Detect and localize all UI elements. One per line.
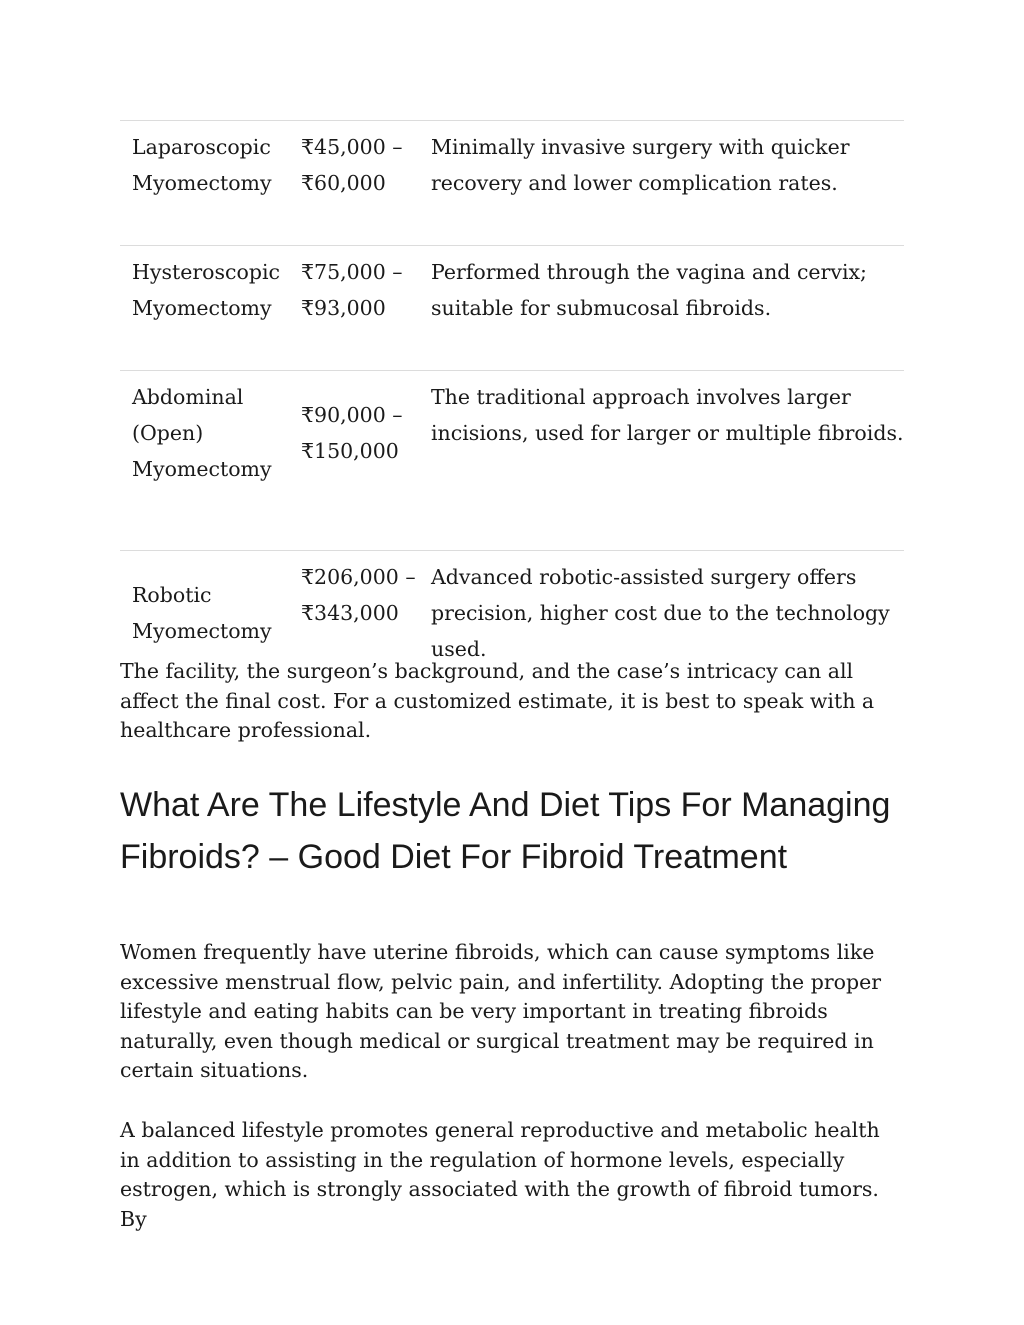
cost-cell <box>301 121 431 246</box>
cost-note-paragraph: The facility, the surgeon’s background, and the case’s intricacy can all affect the final cost. For a customized estimate, it is best to speak with a healthcare professional. <box>120 659 875 742</box>
cost-range: ₹75,000 – ₹93,000 <box>301 260 403 320</box>
procedure-description: Advanced robotic-assisted surgery offers precision, higher cost due to the technology used. <box>431 565 890 661</box>
procedure-cell <box>120 371 301 551</box>
table-row <box>120 246 904 371</box>
procedure-cell <box>120 246 301 371</box>
balanced-lifestyle-paragraph: A balanced lifestyle promotes general reproductive and metabolic health in addition to assisting in the regulation of hormone levels, especially estrogen, which is strongly associated with the growth of fibroid tumors. By <box>120 1118 880 1231</box>
procedure-name: Laparoscopic Myomectomy <box>132 135 272 195</box>
cost-range: ₹90,000 – ₹150,000 <box>301 403 403 463</box>
cost-cell <box>301 371 431 551</box>
procedure-name: Robotic Myomectomy <box>132 583 272 643</box>
procedure-cell <box>120 121 301 246</box>
procedure-description: The traditional approach involves larger incisions, used for larger or multiple fibroids. <box>431 385 904 445</box>
procedure-description: Minimally invasive surgery with quicker recovery and lower complication rates. <box>431 135 850 195</box>
intro-paragraph: Women frequently have uterine fibroids, which can cause symptoms like excessive menstrual flow, pelvic pain, and infertility. Adopting the proper lifestyle and eating habits can be very important in treating fibroids naturally, even though medical or surgical treatment may be required in certain situations. <box>120 940 882 1082</box>
cost-range: ₹45,000 – ₹60,000 <box>301 135 403 195</box>
procedure-name: Hysteroscopic Myomectomy <box>132 260 280 320</box>
description-cell <box>431 121 904 246</box>
description-cell <box>431 371 904 551</box>
procedure-name: Abdominal (Open) Myomectomy <box>132 385 272 481</box>
table-row <box>120 121 904 246</box>
table-row <box>120 371 904 551</box>
cost-cell <box>301 246 431 371</box>
myomectomy-cost-table <box>120 120 904 685</box>
section-heading: What Are The Lifestyle And Diet Tips For Managing Fibroids? – Good Diet For Fibroid Treatment <box>120 786 891 876</box>
cost-range: ₹206,000 – ₹343,000 <box>301 565 416 625</box>
description-cell <box>431 246 904 371</box>
procedure-description: Performed through the vagina and cervix; suitable for submucosal fibroids. <box>431 260 867 320</box>
